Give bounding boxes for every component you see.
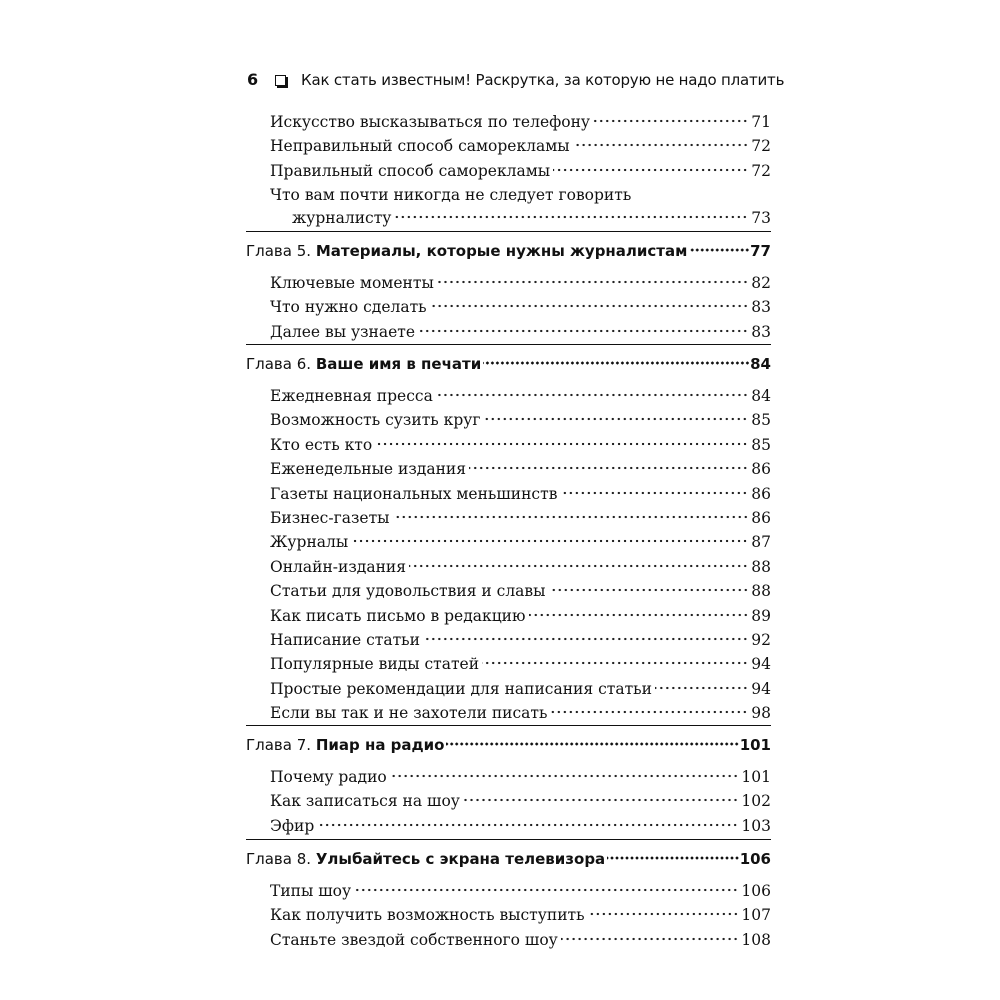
chapter-heading[interactable] — [246, 352, 771, 376]
toc-entry[interactable] — [270, 652, 771, 676]
dot-leader — [390, 774, 739, 778]
toc-entry-title: Если вы так и не захотели писать — [270, 704, 548, 723]
toc-page-number: 89 — [751, 606, 771, 625]
toc-page-number: 72 — [751, 161, 771, 180]
running-title: Как стать известным! Раскрутка, за которую не надо платить — [301, 71, 785, 89]
toc-page-number: 73 — [751, 208, 771, 227]
toc-entry-title: Искусство высказываться по телефону — [270, 113, 591, 131]
toc-entry-title-cont: журналисту — [292, 208, 392, 227]
toc-entry[interactable] — [270, 928, 771, 952]
dot-leader — [437, 280, 748, 284]
toc-entry[interactable] — [270, 604, 771, 628]
toc-entry[interactable] — [270, 579, 771, 603]
chapter-title: Ваше имя в печати — [315, 355, 482, 373]
toc-entry-title: Онлайн-издания — [270, 557, 407, 576]
toc-page-number: 72 — [751, 137, 771, 156]
toc-entry[interactable] — [270, 903, 771, 927]
chapter-page-number: 106 — [739, 850, 771, 868]
toc-entry-title: Далее вы узнаете — [270, 322, 416, 341]
dot-leader — [463, 798, 739, 802]
toc-page-number: 98 — [751, 704, 771, 723]
toc-entry-title: Как записаться на шоу — [270, 792, 460, 811]
toc-entry[interactable] — [270, 134, 771, 158]
dot-leader — [351, 539, 748, 543]
toc-page-number: 106 — [741, 882, 771, 900]
toc-entry[interactable] — [270, 183, 771, 207]
dot-leader — [561, 937, 739, 941]
toc-entry[interactable] — [270, 320, 771, 344]
toc-page-number: 83 — [751, 298, 771, 317]
toc-page-number: 88 — [751, 582, 771, 601]
page-number: 6 — [247, 70, 259, 89]
toc-entry[interactable] — [270, 159, 771, 183]
toc-entry[interactable] — [270, 628, 771, 652]
toc-entry-title: Станьте звездой собственного шоу — [270, 930, 558, 949]
toc-entry-title: Что нужно сделать — [270, 298, 427, 317]
dot-leader — [418, 329, 748, 333]
chapter-title: Пиар на радио — [315, 736, 445, 754]
chapter-page-number: 101 — [739, 736, 771, 754]
toc-entry[interactable] — [270, 482, 771, 506]
running-header — [247, 69, 787, 91]
dot-leader — [482, 661, 748, 665]
toc-entry-continuation[interactable] — [292, 206, 771, 230]
toc-entry-title: Бизнес-газеты — [270, 509, 390, 527]
dot-leader — [553, 168, 748, 172]
toc-entry[interactable] — [270, 677, 771, 701]
toc-page-number: 88 — [751, 557, 771, 576]
section-divider — [246, 231, 771, 232]
toc-entry-title: Кто есть кто — [270, 435, 373, 454]
toc-page-number: 101 — [741, 768, 771, 786]
toc-entry[interactable] — [270, 506, 771, 530]
dot-leader — [430, 304, 749, 308]
toc-entry-title: Как получить возможность выступить — [270, 906, 585, 925]
toc-page-number: 86 — [751, 484, 771, 503]
chapter-heading[interactable] — [246, 733, 771, 757]
toc-entry-title: Журналы — [270, 533, 349, 552]
chapter-title: Материалы, которые нужны журналистам — [315, 242, 688, 260]
toc-entry-title: Неправильный способ саморекламы — [270, 137, 570, 156]
dot-leader — [689, 248, 750, 252]
toc-entry[interactable] — [270, 530, 771, 554]
dot-leader — [317, 823, 738, 827]
dot-leader — [483, 417, 748, 421]
toc-page-number: 84 — [751, 387, 771, 405]
toc-entry-title: Статьи для удовольствия и славы — [270, 582, 546, 601]
toc-entry[interactable] — [270, 110, 771, 134]
toc-entry-title: Написание статьи — [270, 631, 420, 649]
toc-entry[interactable] — [270, 295, 771, 319]
dot-leader — [423, 637, 748, 641]
dot-leader — [560, 491, 748, 495]
toc-entry-title: Газеты национальных меньшинств — [270, 484, 558, 503]
toc-entry[interactable] — [270, 814, 771, 838]
chapter-heading[interactable] — [246, 847, 771, 871]
section-divider — [246, 839, 771, 840]
toc-page-number: 83 — [751, 322, 771, 341]
toc-entry-title: Простые рекомендации для написания статьи — [270, 679, 652, 698]
toc-page-number: 82 — [751, 274, 771, 292]
chapter-heading[interactable] — [246, 239, 771, 263]
toc-entry[interactable] — [270, 457, 771, 481]
toc-entry[interactable] — [270, 765, 771, 789]
toc-page-number: 94 — [751, 655, 771, 674]
toc-page-number: 94 — [751, 679, 771, 698]
dot-leader — [409, 564, 748, 568]
toc-entry[interactable] — [270, 433, 771, 457]
toc-entry[interactable] — [270, 879, 771, 903]
toc-page-number: 85 — [751, 435, 771, 454]
toc-entry-title: Типы шоу — [270, 882, 352, 900]
dot-leader — [549, 588, 749, 592]
dot-leader — [469, 466, 748, 470]
dot-leader — [573, 143, 749, 147]
toc-page-number: 103 — [741, 816, 771, 835]
toc-entry[interactable] — [270, 701, 771, 725]
toc-entry-title: Что вам почти никогда не следует говорить — [270, 186, 632, 205]
chapter-label: Глава 8. — [246, 850, 312, 868]
dot-leader — [607, 856, 740, 860]
toc-entry-title: Правильный способ саморекламы — [270, 161, 551, 180]
dot-leader — [483, 361, 750, 365]
toc-page-number: 71 — [751, 113, 771, 131]
dot-leader — [394, 215, 748, 219]
dot-leader — [529, 613, 749, 617]
toc-entry-title: Почему радио — [270, 768, 387, 786]
toc-entry-title: Ключевые моменты — [270, 274, 434, 292]
toc-page-number: 108 — [741, 930, 771, 949]
toc-page-number: 107 — [741, 906, 771, 925]
toc-page-number: 92 — [751, 631, 771, 649]
toc-entry[interactable] — [270, 384, 771, 408]
dot-leader — [588, 912, 739, 916]
toc-page-number: 102 — [741, 792, 771, 811]
chapter-page-number: 84 — [750, 355, 771, 373]
dot-leader — [436, 393, 748, 397]
dot-leader — [375, 442, 748, 446]
toc-entry-title: Эфир — [270, 816, 315, 835]
chapter-label: Глава 5. — [246, 242, 312, 260]
dot-leader — [354, 888, 738, 892]
toc-page-number: 86 — [751, 460, 771, 479]
toc-entry-title: Ежедневная пресса — [270, 387, 433, 405]
dot-leader — [393, 515, 749, 519]
toc-entry[interactable] — [270, 271, 771, 295]
toc-page-number: 85 — [751, 411, 771, 430]
checkbox-square-icon — [275, 75, 286, 86]
toc-entry-title: Как писать письмо в редакцию — [270, 606, 526, 625]
chapter-label: Глава 7. — [246, 736, 312, 754]
toc-entry-title: Еженедельные издания — [270, 460, 467, 479]
toc-entry[interactable] — [270, 555, 771, 579]
toc-entry-title: Популярные виды статей — [270, 655, 480, 674]
toc-entry[interactable] — [270, 408, 771, 432]
toc-page-number: 87 — [751, 533, 771, 552]
chapter-page-number: 77 — [750, 242, 771, 260]
dot-leader — [655, 686, 748, 690]
section-divider — [246, 344, 771, 345]
chapter-label: Глава 6. — [246, 355, 312, 373]
chapter-title: Улыбайтесь с экрана телевизора — [315, 850, 606, 868]
dot-leader — [446, 742, 739, 746]
toc-page-number: 86 — [751, 509, 771, 527]
dot-leader — [550, 710, 748, 714]
toc-entry[interactable] — [270, 789, 771, 813]
dot-leader — [593, 119, 748, 123]
section-divider — [246, 725, 771, 726]
toc-entry-title: Возможность сузить круг — [270, 411, 481, 430]
